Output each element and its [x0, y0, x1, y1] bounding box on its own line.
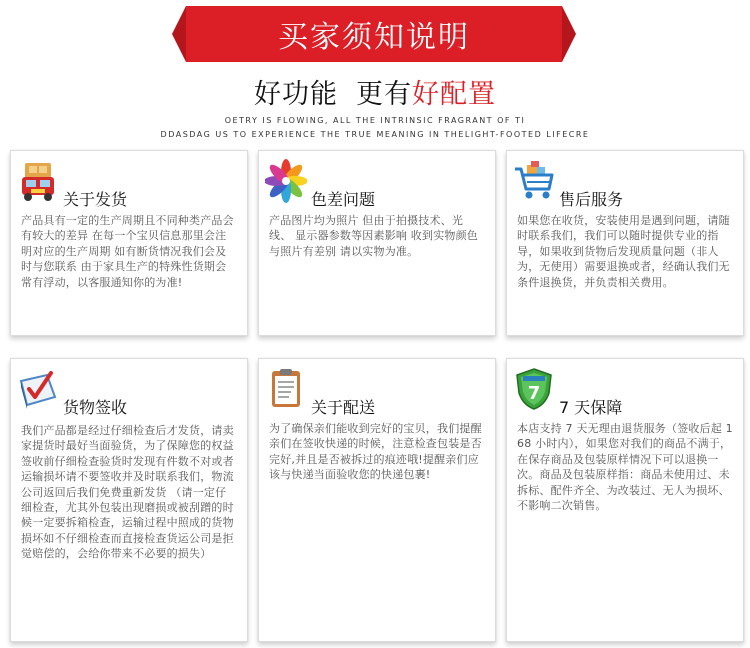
card-color-difference	[258, 150, 496, 336]
delivery-truck-icon	[17, 159, 59, 203]
clipboard-icon	[265, 367, 307, 411]
headline	[0, 72, 750, 111]
shopping-cart-icon	[513, 159, 555, 203]
card-body: 我们产品都是经过仔细检查后才发货，请卖家提货时最好当面验货，为了保障您的权益签收前仔细检查验货时发现有件数不对或者运输损坏请不要签收并及时联系我们，物流公司返回后我们免费重新发货 （请一定仔细检查，尤其外包装出现磨损或被刮蹭的时候一定要拆箱检查，运输过程中照成的货物损坏如不仔细检查而直接检查货运公司是拒觉赔偿的，会给你带来不必要的损失）	[21, 424, 234, 561]
card-title: 色差问题	[311, 190, 376, 209]
card-title: 7 天保障	[559, 398, 623, 417]
card-body: 产品具有一定的生产周期且不同种类产品会有较大的差异 在每一个宝贝信息那里会注明对应的生产周期 如有断货情况我们会及时与您联系 由于家具生产的特殊性货期会常有浮动，以客服通知你的为准!	[21, 214, 234, 289]
card-receiving	[10, 358, 248, 642]
card-body: 如果您在收货，安装使用是遇到问题，请随时联系我们，我们可以随时提供专业的指导，如果收到货物后发现质量问题（非人为，无使用）需要退换或者，经确认我们无条件退换货，并负责相关费用。	[517, 214, 730, 289]
title-banner	[186, 6, 562, 62]
color-wheel-icon	[265, 159, 307, 203]
checkbox-tick-icon	[17, 367, 59, 411]
card-seven-day-guarantee	[506, 358, 744, 642]
card-title: 售后服务	[559, 190, 624, 209]
seven-day-shield-icon	[513, 367, 555, 411]
card-title: 关于发货	[63, 190, 128, 209]
card-title: 关于配送	[311, 398, 376, 417]
card-body: 产品图片均为照片 但由于拍摄技术、光线、 显示器参数等因素影响 收到实物颜色与照片有差别 请以实物为准。	[269, 214, 478, 258]
banner-title: 买家须知说明	[278, 20, 470, 55]
card-title: 货物签收	[63, 398, 128, 417]
headline-part2: 更有	[356, 79, 412, 110]
card-delivery	[258, 358, 496, 642]
english-tagline-2: DDASDAG US TO EXPERIENCE THE TRUE MEANING IN THELIGHT-FOOTED LIFECRE	[160, 130, 590, 139]
english-tagline-1: OETRY IS FLOWING, ALL THE INTRINSIC FRAGRANT OF TI	[224, 116, 526, 125]
headline-part3: 好配置	[412, 79, 496, 110]
shield-number: 7	[527, 383, 541, 404]
card-shipping	[10, 150, 248, 336]
card-body: 为了确保亲们能收到完好的宝贝，我们提醒亲们在签收快递的时候，注意检查包装是否完好,并且是否被拆过的痕迹哦!提醒亲们应该与快递当面验收您的快递包裹!	[269, 422, 482, 482]
card-body: 本店支持 7 天无理由退货服务（签收后起 168 小时内），如果您对我们的商品不满于，在保存商品及包装原样情况下可以退换一次。商品及包装原样指：商品未使用过、未拆标、配件齐全、为改装过、无人为损坏、不影响二次销售。	[517, 422, 733, 513]
headline-part1: 好功能	[254, 79, 338, 110]
card-after-sales	[506, 150, 744, 336]
